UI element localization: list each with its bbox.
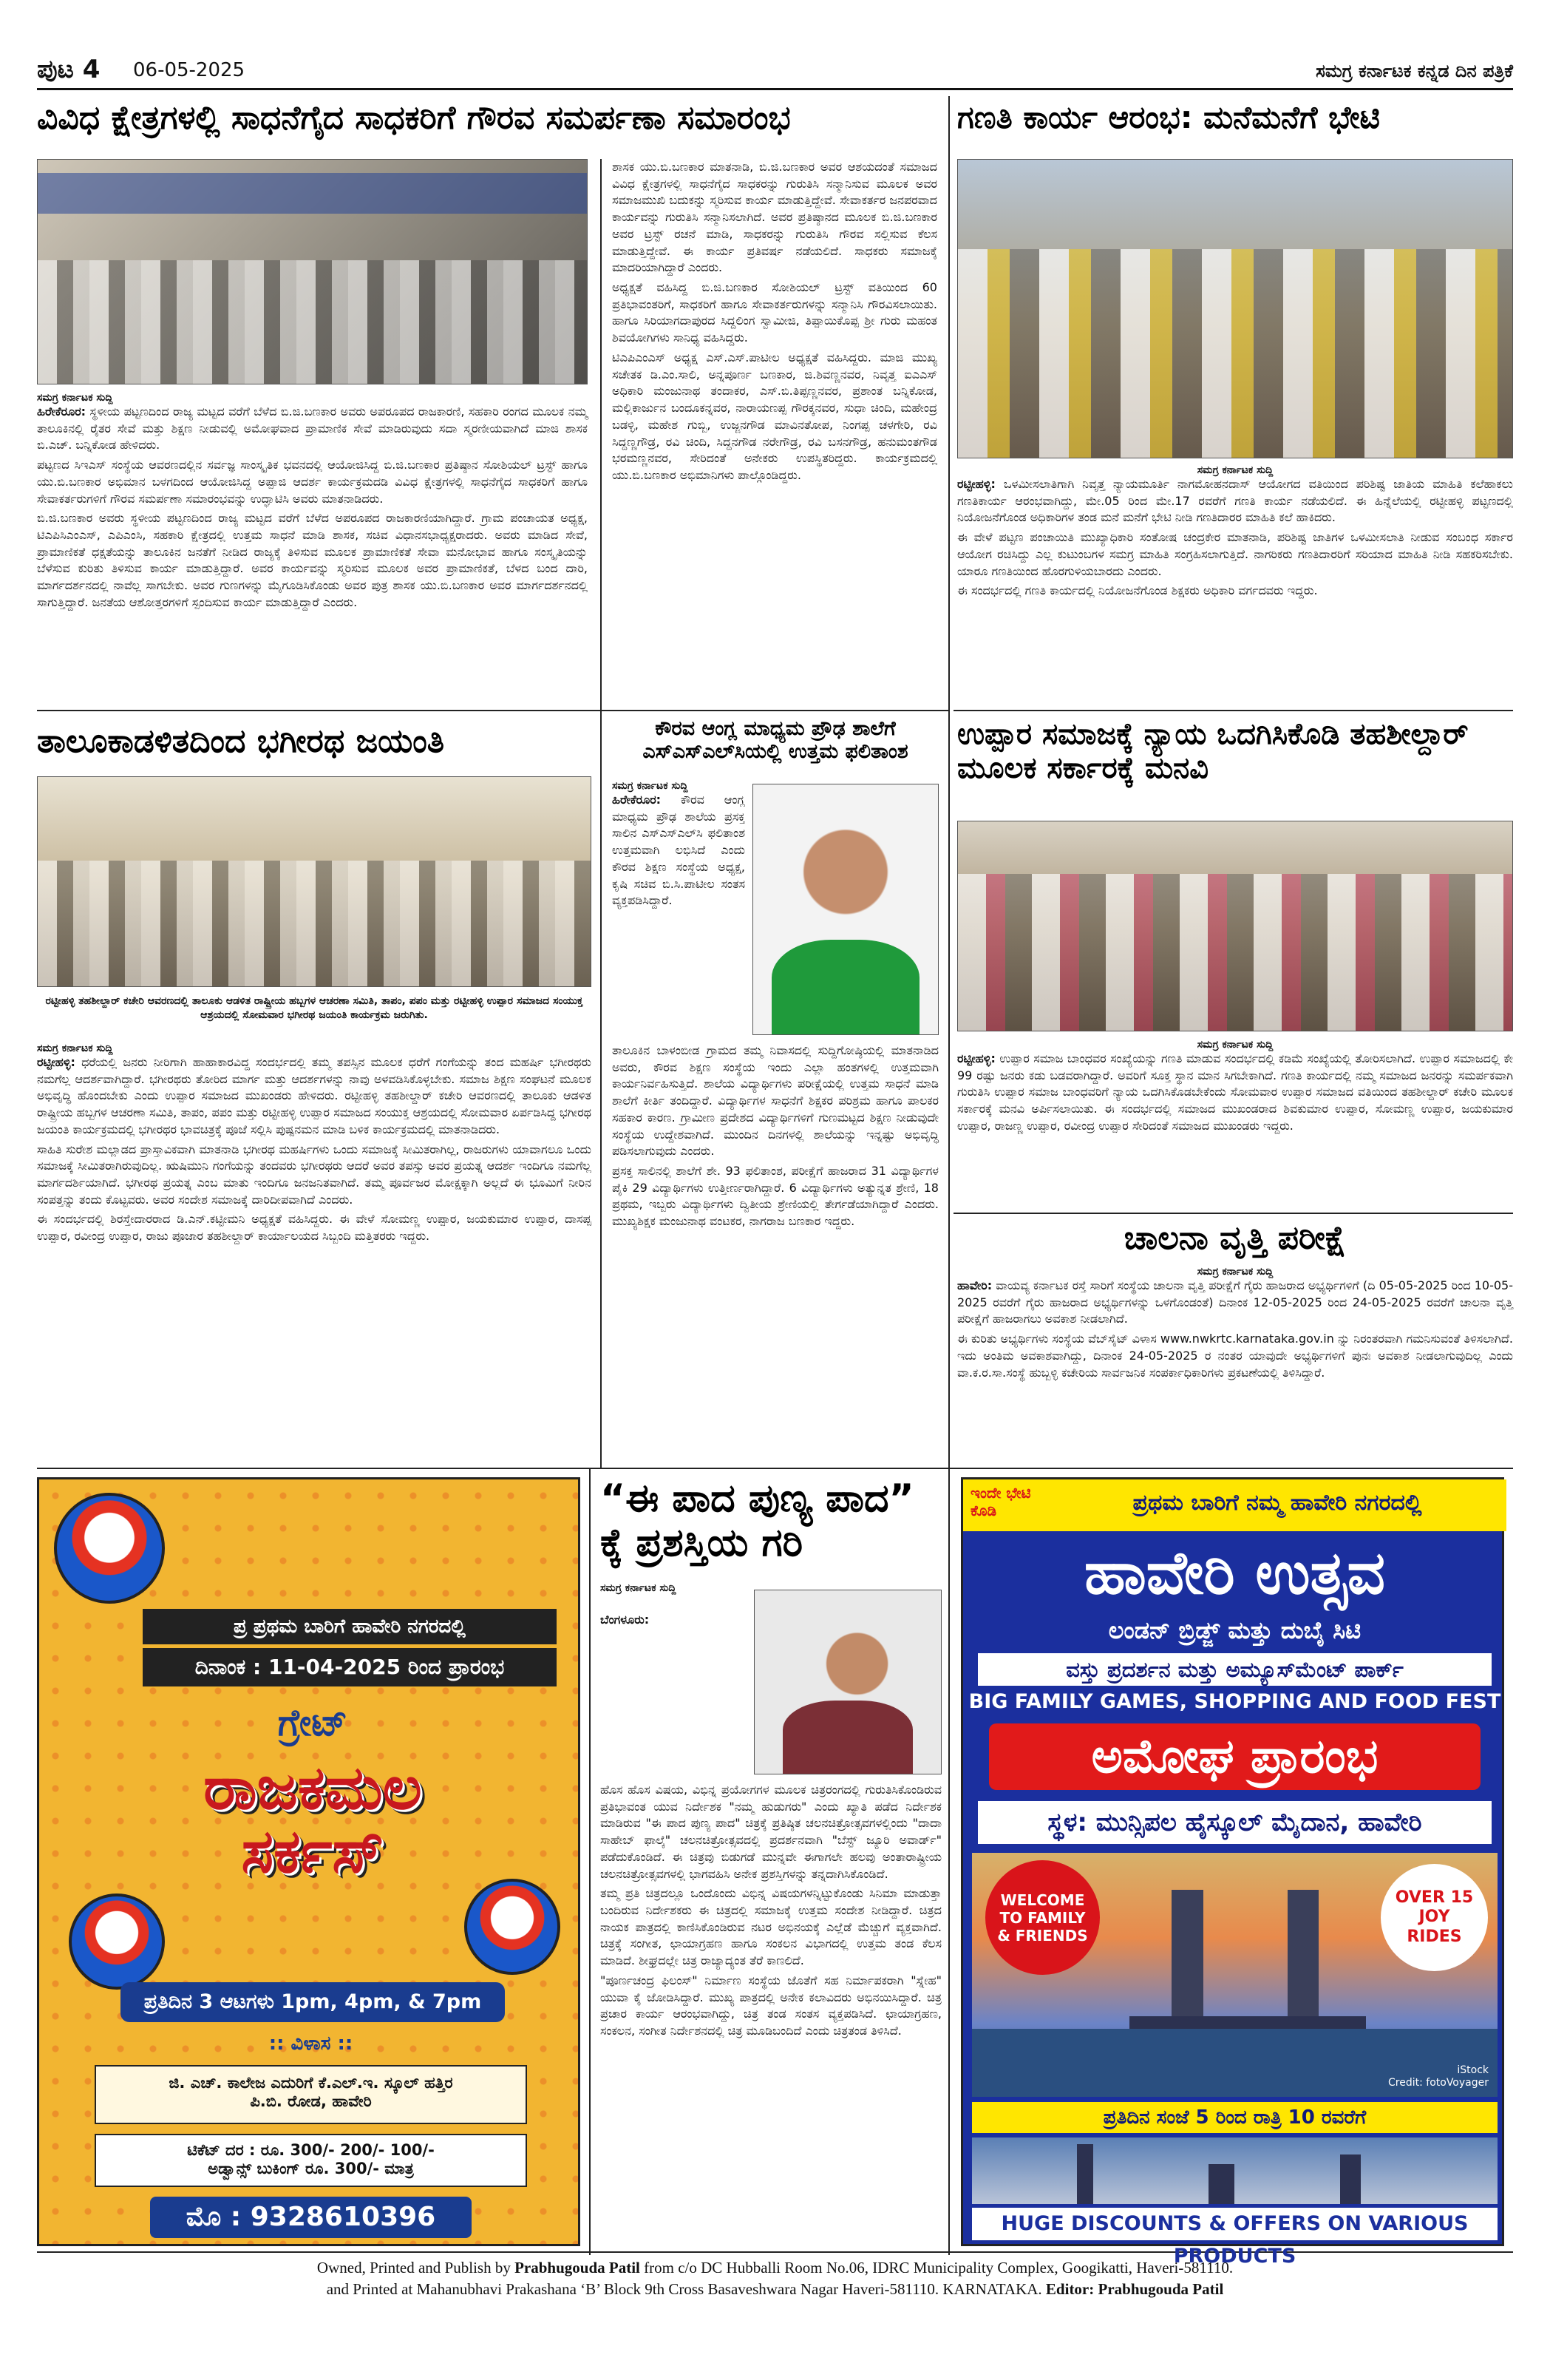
story3-p1: ಧರೆಯಲ್ಲಿ ಜನರು ನೀರಿಗಾಗಿ ಹಾಹಾಕಾರವಿದ್ದ ಸಂದರ್ಭದಲ್ಲಿ ತಮ್ಮ ತಪಸ್ಸಿನ ಮೂಲಕ ಧರೆಗೆ ಗಂಗೆಯನ್ನು ತಂದ ಮಹರ್ಷಿ ಭಗೀರಥರು ನಮಗೆಲ್ಲ ಆದರ್ಶವಾಗಿದ್ದಾರೆ. ಭಗೀರಥರು ತೋರಿದ ಮಾರ್ಗ ಮತ್ತು ಆದರ್ಶಗಳನ್ನು ನಾವು ಅಳವಡಿಸಿಕೊಳ್ಳಬೇಕು. ಸಮಾಜ ಶಿಕ್ಷಣ ಸಂಘಟನೆ ಮೂಲಕ ಅಭಿವೃದ್ಧಿ ಹೊಂದಬೇಕು ಎಂದು ಉಪ್ಪಾರ ಸಮಾಜದ ಮುಖಂಡರು ಹೇಳಿದರು. ರಟ್ಟೀಹಳ್ಳಿ ತಹಶೀಲ್ದಾರ್ ಕಚೇರಿ ಆವರಣದಲ್ಲಿ ತಾಲೂಕು ಆಡಳಿತ ರಾಷ್ಟ್ರೀಯ ಹಬ್ಬಗಳ ಆಚರಣಾ ಸಮಿತಿ, ತಾಪಂ, ಪಪಂ ಮತ್ತು ರಟ್ಟೀಹಳ್ಳಿ ಉಪ್ಪಾರ ಸಮಾಜದ ಸಂಯುಕ್ತ ಆಶ್ರಯದಲ್ಲಿ ಸೋಮವಾರ ಏರ್ಪಡಿಸಿದ್ದ ಭಗೀರಥ ಜಯಂತಿ ಕಾರ್ಯಕ್ರಮದಲ್ಲಿ ಭಗೀರಥರ ಭಾವಚಿತ್ರಕ್ಕೆ ಪೂಜೆ ಸಲ್ಲಿಸಿ ಪುಷ್ಪನಮನ ಮಾಡಿ ಬಳಿಕ ಕಾರ್ಯಕ್ರಮದಲ್ಲಿ ಮಾತನಾಡಿದರು. — [37, 1055, 591, 1136]
photo-bhagiratha-jayanti — [37, 776, 591, 987]
byline: ಸಮಗ್ರ ಕರ್ನಾಟಕ ಸುದ್ದಿ — [600, 1582, 676, 1594]
headline-driving-test: ಚಾಲನಾ ವೃತ್ತಿ ಪರೀಕ್ಷೆ — [1124, 1219, 1347, 1257]
photo-awards-ceremony — [37, 159, 588, 384]
clown-icon — [464, 1879, 560, 1975]
story2-body — [957, 464, 1513, 600]
story1-p6: ಟಿಎಪಿಎಂಎಸ್ ಅಧ್ಯಕ್ಷ ಎಸ್.ಎಸ್.ಪಾಟೀಲ ಅಧ್ಯಕ್ಷತೆ ವಹಿಸಿದ್ದರು. ಮಾಜಿ ಮುಖ್ಯ ಸಚೇತಕ ಡಿ.ಎಂ.ಸಾಲಿ, ಅನ್ನಪೂರ್ಣ ಬಣಕಾರ, ಜಿ.ಶಿವಣ್ಣನವರ, ನಿವೃತ್ತ ಐಎಎಸ್ ಅಧಿಕಾರಿ ಮಂಜುನಾಥ ತಂದಾಕರ, ಎಸ್.ಬಿ.ತಿಪ್ಪಣ್ಣನವರ, ಪ್ರಶಾಂತ ಬನ್ನಿಕೋಡ, ಮಲ್ಲಿಕಾರ್ಜುನ ಬಂದೂಕನ್ನವರ, ನಾರಾಯಣಪ್ಪ ಗೌರಕ್ಕನವರ, ಸುಧಾ ಚಿಂದಿ, ಮಹೇಂದ್ರ ಬಡಳ್ಳಿ, ಮಹೇಶ ಗುಬ್ಬಿ, ಉಜ್ಜನಗೌಡ ಮಾವಿನತೋಪ, ನಿಂಗಪ್ಪ ಚಳಗೇರಿ, ರವಿ ಸಿದ್ದಣ್ಣಗೌಡ್ರ, ರವಿ ಚಿಂದಿ, ಸಿದ್ದನಗೌಡ ನರೇಗೌಡ್ರ, ರವಿ ಬಸನಗೌಡ್ರ, ಹನುಮಂತಗೌಡ ಭರಮಣ್ಣನವರ, ಸೇರಿದಂತೆ ಅನೇಕರು ಉಪಸ್ಥಿತರಿದ್ದರು. ಕಾರ್ಯಕ್ರಮದಲ್ಲಿ ಯು.ಬಿ.ಬಣಕಾರ ಅಭಿಮಾನಿಗಳು ಪಾಲ್ಗೊಂಡಿದ್ದರು. — [612, 350, 937, 482]
byline: ಸಮಗ್ರ ಕರ್ನಾಟಕ ಸುದ್ದಿ — [37, 1042, 113, 1054]
paper-name: ಸಮಗ್ರ ಕರ್ನಾಟಕ ಕನ್ನಡ ದಿನ ಪತ್ರಿಕೆ — [1316, 61, 1513, 81]
story7-p2: ತಮ್ಮ ಪ್ರತಿ ಚಿತ್ರದಲ್ಲೂ ಒಂದೊಂದು ವಿಭಿನ್ನ ವಿಷಯಗಳನ್ನಿಟ್ಟುಕೊಂಡು ಸಿನಿಮಾ ಮಾಡುತ್ತಾ ಬಂದಿರುವ ನಿರ್ದೇಶಕರು ಈ ಚಿತ್ರದಲ್ಲಿ ಸಮಾಜಕ್ಕೆ ಉತ್ತಮ ಸಂದೇಶ ನೀಡಿದ್ದಾರೆ. ಚಿತ್ರದ ನಾಯಕ ಪಾತ್ರದಲ್ಲಿ ಕಾಣಿಸಿಕೊಂಡಿರುವ ನಟರ ಅಭಿನಯಕ್ಕೆ ಎಲ್ಲೆಡೆ ಮೆಚ್ಚುಗೆ ವ್ಯಕ್ತವಾಗಿದೆ. ಚಿತ್ರಕ್ಕೆ ಸಂಗೀತ, ಛಾಯಾಗ್ರಹಣ ಹಾಗೂ ಸಂಕಲನ ವಿಭಾಗದಲ್ಲಿ ಉತ್ತಮ ತಂಡ ಕೆಲಸ ಮಾಡಿದೆ. ಶೀಘ್ರದಲ್ಲೇ ಚಿತ್ರ ರಾಜ್ಯಾದ್ಯಂತ ತೆರೆ ಕಾಣಲಿದೆ. — [600, 1886, 942, 1968]
stock-label: iStock — [1457, 2064, 1489, 2077]
haveri-sub3: BIG FAMILY GAMES, SHOPPING AND FOOD FEST — [968, 1690, 1501, 1713]
haveri-top-line: ಪ್ರಥಮ ಬಾರಿಗೆ ನಮ್ಮ ಹಾವೇರಿ ನಗರದಲ್ಲಿ — [1132, 1490, 1422, 1516]
byline: ಸಮಗ್ರ ಕರ್ನಾಟಕ ಸುದ್ದಿ — [37, 392, 113, 404]
haveri-sub1: ಲಂಡನ್ ಬ್ರಿಡ್ಜ್ ಮತ್ತು ದುಬೈ ಸಿಟಿ — [1108, 1616, 1362, 1644]
imprint-address: from c/o DC Hubballi Room No.06, IDRC Municipality Complex, Googikatti, Haveri-581110. — [639, 2259, 1234, 2276]
circus-address — [95, 2065, 527, 2124]
page-date: 06-05-2025 — [133, 59, 245, 81]
story3-p2: ಸಾಹಿತಿ ಸುರೇಶ ಮಲ್ಲಾಡದ ಪ್ರಾಸ್ತಾವಿಕವಾಗಿ ಮಾತನಾಡಿ ಭಗೀರಥ ಮಹರ್ಷಿಗಳು ಒಂದು ಸಮಾಜಕ್ಕೆ ಸೀಮಿತರಾಗಿಲ್ಲ, ರಾಜರುಗಳು ಯಾವಾಗಲೂ ಒಂದು ಸಮಾಜಕ್ಕೆ ಸೀಮಿತರಾಗಿರುವುದಿಲ್ಲ. ಋಷಿಮುನಿ ಗಂಗೆಯನ್ನು ತಂದವರು ಭಗೀರಥರು ಆದರೆ ಅವರ ತಪಸ್ಸು ಅವರ ಪ್ರಯತ್ನ ಆದರ್ಶ ಇಂದಿಗೂ ನಮಗೆಲ್ಲ ಮಾರ್ಗದರ್ಶಿಯಾಗಿದೆ. ಭಗೀರಥ ಪ್ರಯತ್ನ ಎಂಬ ಮಾತು ಇಂದಿಗೂ ಜನಜನಿತವಾಗಿದೆ. ತಮ್ಮ ಪೂರ್ವಜರ ಮೋಕ್ಷಕ್ಕಾಗಿ ಅಲ್ಲದೆ ಈ ಭೂಮಿಗೆ ನೀರಿನ ಸಂಪತ್ತನ್ನು ತಂದು ಕೊಟ್ಟವರು. ಅವರ ಸಂದೇಶ ಸಮಾಜಕ್ಕೆ ದಾರಿದೀಪವಾಗಿದೆ ಎಂದರು. — [37, 1142, 591, 1207]
column-rule — [589, 1468, 591, 2255]
haveri-visit: ಇಂದೇ ಭೇಟಿ ಕೊಡಿ — [971, 1484, 1031, 1519]
story6-body — [957, 1266, 1513, 1381]
photo-director — [754, 1590, 942, 1774]
story4-intro — [612, 780, 745, 909]
story4-p1: ಕೌರವ ಆಂಗ್ಲ ಮಾಧ್ಯಮ ಪ್ರೌಢ ಶಾಲೆಯ ಪ್ರಸಕ್ತ ಸಾಲಿನ ಎಸ್ಎಸ್ಎಲ್‌ಸಿ ಫಲಿತಾಂಶ ಉತ್ತಮವಾಗಿ ಲಭಿಸಿದೆ ಎಂದು ಕೌರವ ಶಿಕ್ಷಣ ಸಂಸ್ಥೆಯ ಅಧ್ಯಕ್ಷ, ಕೃಷಿ ಸಚಿವ ಬಿ.ಸಿ.ಪಾಟೀಲ ಸಂತಸ ವ್ಯಕ್ತಪಡಿಸಿದ್ದಾರೆ. — [612, 793, 745, 908]
photo-bc-patil — [752, 784, 939, 1035]
circus-address2: ಪಿ.ಬಿ. ರೋಡ, ಹಾವೇರಿ — [250, 2092, 372, 2110]
story6-p1: ವಾಯವ್ಯ ಕರ್ನಾಟಕ ರಸ್ತೆ ಸಾರಿಗೆ ಸಂಸ್ಥೆಯ ಚಾಲನಾ ವೃತ್ತಿ ಪರೀಕ್ಷೆಗೆ ಗೈರು ಹಾಜರಾದ ಅಭ್ಯರ್ಥಿಗಳಿಗೆ (ದಿ 05-05-2025 ರಿಂದ 10-05-2025 ರವರೆಗೆ ಗೈರು ಹಾಜರಾದ ಅಭ್ಯರ್ಥಿಗಳನ್ನು ಒಳಗೊಂಡಂತೆ) ದಿನಾಂಕ 12-05-2025 ರಿಂದ 24-05-2025 ರವರೆಗೆ ಚಾಲನಾ ವೃತ್ತಿ ಪರೀಕ್ಷೆಗೆ ಹಾಜರಾಗಲು ಅವಕಾಶ ನೀಡಲಾಗಿದೆ. — [957, 1278, 1513, 1326]
circus-address-label: :: ವಿಳಾಸ :: — [268, 2033, 353, 2055]
circus-ticket1: ಟಿಕೆಟ್ ದರ : ರೂ. 300/- 200/- 100/- — [187, 2141, 435, 2159]
circus-ticket2: ಅಡ್ವಾನ್ಸ್ ಬುಕಿಂಗ್ ರೂ. 300/- ಮಾತ್ರ — [208, 2160, 414, 2177]
byline: ಸಮಗ್ರ ಕರ್ನಾಟಕ ಸುದ್ದಿ — [1197, 1266, 1274, 1278]
story1-p3: ಬಿ.ಜಿ.ಬಣಕಾರ ಅವರು ಸ್ಥಳೀಯ ಪಟ್ಟಣದಿಂದ ರಾಜ್ಯ ಮಟ್ಟದ ವರೆಗೆ ಬೆಳೆದ ಅಪರೂಪದ ರಾಜಕಾರಣಿಯಾಗಿದ್ದಾರೆ. ಗ್ರಾಮ ಪಂಚಾಯತ ಅಧ್ಯಕ್ಷ, ಟಿಎಪಿಸಿಎಂಎಸ್, ಎಪಿಎಂಸಿ, ಸಹಕಾರಿ ಕ್ಷೇತ್ರದಲ್ಲಿ ಉತ್ತಮ ಸಾಧನೆ ಮಾಡಿ ಶಾಸಕ, ಸಚಿವ ವಿಧಾನಸಭಾಧ್ಯಕ್ಷರಾದರು. ಅವರು ಮಾಡಿದ ಸೇವೆ, ಪ್ರಾಮಾಣಿಕತೆ ಧಕ್ಷತೆಯನ್ನು ತಾಲೂಕಿನ ಜನತೆಗೆ ನೀಡಿದ ರಾಜ್ಯಕ್ಕೆ ತಿಳಿಸುವ ಮೂಲಕ ಪ್ರಾಮಾಣಿಕತೆ ಸೇವಾ ಮನೋಭಾವ ಹಾಗೂ ಸಂಸ್ಕೃತಿಯನ್ನು ಬೆಳೆಸುವ ಕುರಿತು ತಿಳಿಸುವ ಕಾರ್ಯ ಮಾಡುತ್ತಿದ್ದಾರೆ. ಅವರ ಕಾರ್ಯವನ್ನು ಸ್ಮರಿಸುವ ಮೂಲಕ ಅವರ ಪ್ರಾಮಾಣಿಕತೆ, ಬೆಳದ ಬಂದ ದಾರಿ, ಮಾರ್ಗದರ್ಶನದಲ್ಲಿ ನಾವೆಲ್ಲ ಸಾಗಬೇಕು. ಅವರ ಗುಣಗಳನ್ನು ಮೈಗೂಡಿಸಿಕೊಂಡು ಅವರ ಪುತ್ರ ಶಾಸಕ ಯು.ಬಿ.ಬಣಕಾರ ಅವರ ಮಾರ್ಗದರ್ಶನದಲ್ಲಿ ಸಾಗುತ್ತಿದ್ದಾರೆ. ಜನತೆಯ ಆಶೋತ್ತರಗಳಿಗೆ ಸ್ಪಂದಿಸುವ ಕಾರ್ಯ ಮಾಡುತ್ತಿದ್ದಾರೆ ಎಂದರು. — [37, 511, 588, 609]
circus-line2: ದಿನಾಂಕ : 11-04-2025 ರಿಂದ ಪ್ರಾರಂಭ — [143, 1648, 557, 1686]
story2-p1: ಒಳಮೀಸಲಾತಿಗಾಗಿ ನಿವೃತ್ತ ನ್ಯಾಯಮೂರ್ತಿ ನಾಗಮೋಹನದಾಸ್ ಆಯೋಗದ ವತಿಯಿಂದ ಪರಿಶಿಷ್ಟ ಜಾತಿಯ ಮಾಹಿತಿ ಕಲೆಹಾಕಲು ಗಣತಿಕಾರ್ಯ ಆರಂಭವಾಗಿದ್ದು, ಮೇ.05 ರಿಂದ ಮೇ.17 ರವರೆಗೆ ಗಣತಿ ಕಾರ್ಯ ನಡೆಯಲಿದೆ. ಈ ಹಿನ್ನೆಲೆಯಲ್ಲಿ ರಟ್ಟೀಹಳ್ಳಿ ಪಟ್ಟಣದಲ್ಲಿ ನಿಯೋಜನೆಗೊಂಡ ಅಧಿಕಾರಿಗಳ ತಂಡ ಮನೆ ಮನೆಗೆ ಭೇಟಿ ನೀಡಿ ಗಣತಿದಾರರ ಮಾಹಿತಿ ಕಲೆ ಹಾಕಿದರು. — [957, 477, 1513, 525]
page-label: ಪುಟ 4 — [37, 55, 101, 84]
imprint-text: Owned, Printed and Publish by — [316, 2259, 515, 2276]
section-rule — [954, 710, 1513, 711]
haveri-sub2: ವಸ್ತು ಪ್ರದರ್ಶನ ಮತ್ತು ಅಮ್ಯೂಸ್‌ಮೆಂಟ್ ಪಾರ್ಕ್ — [978, 1653, 1492, 1686]
ad-rajakamala-circus — [37, 1477, 580, 2246]
column-rule — [948, 96, 950, 2255]
headline-census: ಗಣತಿ ಕಾರ್ಯ ಆರಂಭ: ಮನೆಮನೆಗೆ ಭೇಟಿ — [957, 99, 1380, 135]
story5-body — [957, 1039, 1513, 1135]
circus-line1: ಪ್ರ ಪ್ರಥಮ ಬಾರಿಗೆ ಹಾವೇರಿ ನಗರದಲ್ಲಿ — [143, 1609, 557, 1644]
circus-phone: ಮೊ : 9328610396 — [150, 2197, 472, 2238]
photo-caption: ರಟ್ಟೀಹಳ್ಳಿ ತಹಶೀಲ್ದಾರ್ ಕಚೇರಿ ಆವರಣದಲ್ಲಿ ತಾಲೂಕು ಆಡಳಿತ ರಾಷ್ಟ್ರೀಯ ಹಬ್ಬಗಳ ಆಚರಣಾ ಸಮಿತಿ, ತಾಪಂ, ಪಪಂ ಮತ್ತು ರಟ್ಟೀಹಳ್ಳಿ ಉಪ್ಪಾರ ಸಮಾಜದ ಸಂಯುಕ್ತ ಆಶ್ರಯದಲ್ಲಿ ಸೋಮವಾರ ಭಗೀರಥ ಜಯಂತಿ ಕಾರ್ಯಕ್ರಮ ಜರುಗಿತು. — [45, 995, 583, 1021]
section-rule — [37, 710, 948, 711]
story1-p4: ಶಾಸಕ ಯು.ಬಿ.ಬಣಕಾರ ಮಾತನಾಡಿ, ಬಿ.ಜಿ.ಬಣಕಾರ ಅವರ ಆಶಯದಂತೆ ಸಮಾಜದ ವಿವಿಧ ಕ್ಷೇತ್ರಗಳಲ್ಲಿ ಸಾಧನೆಗೈದ ಸಾಧಕರನ್ನು ಗುರುತಿಸಿ ಸನ್ಮಾನಿಸುವ ಮೂಲಕ ಅವರ ಸಮಾಜಮುಖಿ ಬದುಕನ್ನು ಸ್ಮರಿಸುವ ಕಾರ್ಯ ಮಾಡುತ್ತಿದ್ದೇವೆ. ಸೇವಾಕರ್ತರ ಜನಪರವಾದ ಕಾರ್ಯವನ್ನು ಗುರುತಿಸಿ ಸನ್ಮಾನಿಸಲಾಗಿದೆ. ಅವರ ಪ್ರತಿಷ್ಠಾನದ ಮೂಲಕ ಬಿ.ಜಿ.ಬಣಕಾರ ಅವರ ಟ್ರಸ್ಟ್ ರಚನೆ ಮಾಡಿ, ಸಾಧಕರನ್ನು ಗುರುತಿಸಿ ಗೌರವ ಸಲ್ಲಿಸುವ ಕೆಲಸ ಮಾಡುತ್ತಿದ್ದೇವೆ. ಈ ಕಾರ್ಯ ಪ್ರತಿವರ್ಷ ನಡೆಯಲಿದೆ. ಸಾಧಕರು ಸಮಾಜಕ್ಕೆ ಮಾದರಿಯಾಗಿದ್ದಾರೆ ಎಂದರು. — [612, 160, 937, 275]
story2-p3: ಈ ಸಂದರ್ಭದಲ್ಲಿ ಗಣತಿ ಕಾರ್ಯದಲ್ಲಿ ನಿಯೋಜನೆಗೊಂಡ ಶಿಕ್ಷಕರು ಅಧಿಕಾರಿ ವರ್ಗದವರು ಇದ್ದರು. — [957, 583, 1318, 598]
headline-kaurava-school: ಕೌರವ ಆಂಗ್ಲ ಮಾಧ್ಯಮ ಪ್ರೌಢ ಶಾಲೆಗೆ ಎಸ್‌ಎಸ್‌ಎಲ್‌ಸಿಯಲ್ಲಿ ಉತ್ತಮ ಫಲಿತಾಂಶ — [642, 717, 908, 764]
circus-great: ಗ್ರೇಟ್ — [277, 1701, 348, 1744]
headline-ee-pada-punya-pada: “ಈ ಪಾದ ಪುಣ್ಯ ಪಾದ” ಕ್ಕೆ ಪ್ರಶಸ್ತಿಯ ಗರಿ — [600, 1477, 914, 1565]
stock-credit-text: Credit: fotoVoyager — [1388, 2077, 1489, 2089]
story7-p3: "ಪೂರ್ಣಚಂದ್ರ ಫಿಲಂಸ್" ನಿರ್ಮಾಣ ಸಂಸ್ಥೆಯ ಜೊತೆಗೆ ಸಹ ನಿರ್ಮಾಪಕರಾಗಿ "ಸ್ನೇಹ" ಯುವಾ ಕೈ ಜೋಡಿಸಿದ್ದಾರೆ. ಮುಖ್ಯ ಪಾತ್ರದಲ್ಲಿ ಅನೇಕ ಕಲಾವಿದರು ಅಭಿನಯಿಸಿದ್ದಾರೆ. ಚಿತ್ರ ಪ್ರಚಾರ ಕಾರ್ಯ ಆರಂಭವಾಗಿದ್ದು, ಚಿತ್ರ ತಂಡ ಸಂತಸ ವ್ಯಕ್ತಪಡಿಸಿದೆ. ಛಾಯಾಗ್ರಹಣ, ಸಂಕಲನ, ಸಂಗೀತ ನಿರ್ದೇಶನದಲ್ಲಿ ಚಿತ್ರ ಮೂಡಿಬಂದಿದೆ ಎಂದು ಚಿತ್ರತಂಡ ತಿಳಿಸಿದೆ. — [600, 1973, 942, 2038]
circus-tickets — [95, 2134, 527, 2187]
haveri-top-bar — [963, 1479, 1506, 1531]
story1-p2: ಪಟ್ಟಣದ ಸಿಇಎಸ್ ಸಂಸ್ಥೆಯ ಆವರಣದಲ್ಲಿನ ಸರ್ವಜ್ಞ ಸಾಂಸ್ಕೃತಿಕ ಭವನದಲ್ಲಿ ಆಯೋಜಿಸಿದ್ದ ಬಿ.ಜಿ.ಬಣಕಾರ ಪ್ರತಿಷ್ಠಾನ ಸೋಶಿಯಲ್ ಟ್ರಸ್ಟ್ ಹಾಗೂ ಯು.ಬಿ.ಬಣಕಾರ ಅಭಿಮಾನ ಬಳಗದಿಂದ ಆಯೋಜಿಸಿದ್ದ ಅಪ್ಪಾಜಿ ಆದರ್ಶ ಕಾರ್ಯಕ್ರಮದಡಿ ವಿವಿಧ ಕ್ಷೇತ್ರಗಳಲ್ಲಿ ಸಾಧನೆಗೈದ ಸಾಧಕರಿಗೆ ಹಾಗೂ ಸೇವಾಕರ್ತರುಗಳಿಗೆ ಗೌರವ ಸಮರ್ಪಣಾ ಸಮಾರಂಭವನ್ನು ಉದ್ಘಾಟಿಸಿ ಅವರು ಮಾತನಾಡಿದರು. — [37, 458, 588, 506]
editor-name: Editor: Prabhugouda Patil — [1045, 2280, 1224, 2299]
circus-shows: ಪ್ರತಿದಿನ 3 ಆಟಗಳು 1pm, 4pm, & 7pm — [120, 1982, 505, 2022]
dateline: ಬೆಂಗಳೂರು: — [600, 1613, 650, 1627]
column-rule — [600, 159, 602, 1468]
story5-p1: ಉಪ್ಪಾರ ಸಮಾಜ ಬಾಂಧವರ ಸಂಖ್ಯೆಯನ್ನು ಗಣತಿ ಮಾಡುವ ಸಂದರ್ಭದಲ್ಲಿ ಕಡಿಮೆ ಸಂಖ್ಯೆಯಲ್ಲಿ ತೋರಿಸಲಾಗಿದೆ. ಉಪ್ಪಾರ ಸಮಾಜದಲ್ಲಿ ಕೇ 99 ರಷ್ಟು ಜನರು ಕಡು ಬಡವರಾಗಿದ್ದಾರೆ. ಅವರಿಗೆ ಸೂಕ್ತ ಸ್ಥಾನ ಮಾನ ಸಿಗಬೇಕಾಗಿದೆ. ಗಣತಿ ಕಾರ್ಯದಲ್ಲಿ ನಮ್ಮ ಸಮಾಜದ ಜನರನ್ನು ಸಮರ್ಪಕವಾಗಿ ಗುರುತಿಸಿ ಉಪ್ಪಾರ ಸಮಾಜ ಬಾಂಧವರಿಗೆ ನ್ಯಾಯ ಒದಗಿಸಿಕೊಡಬೇಕೆಂದು ಸೋಮವಾರ ಉಪ್ಪಾರ ಸಮಾಜದ ವತಿಯಿಂದ ತಹಶೀಲ್ದಾರ್ ಕಚೇರಿ ಮೂಲಕ ಸರ್ಕಾರಕ್ಕೆ ಮನವಿ ಅರ್ಪಿಸಲಾಯಿತು. ಈ ಸಂದರ್ಭದಲ್ಲಿ ಸಮಾಜದ ಮುಖಂಡರಾದ ಶಿವಕುಮಾರ ಉಪ್ಪಾರ, ಸೋಮಣ್ಣ ಉಪ್ಪಾರ, ಜಯಕುಮಾರ ಉಪ್ಪಾರ, ರಾಜಣ್ಣ ಉಪ್ಪಾರ, ರವೀಂದ್ರ ಉಪ್ಪಾರ ಸೇರಿದಂತೆ ಸಮಾಜದ ಮುಖಂಡರು ಇದ್ದರು. — [957, 1051, 1513, 1133]
circus-address1: ಜಿ. ಎಚ್. ಕಾಲೇಜ ಎದುರಿಗೆ ಕೆ.ಎಲ್.ಇ. ಸ್ಕೂಲ್ ಹತ್ತಿರ — [169, 2074, 453, 2092]
story4-p2: ತಾಲೂಕಿನ ಬಾಳಂಬೀಡ ಗ್ರಾಮದ ತಮ್ಮ ನಿವಾಸದಲ್ಲಿ ಸುದ್ದಿಗೋಷ್ಠಿಯಲ್ಲಿ ಮಾತನಾಡಿದ ಅವರು, ಕೌರವ ಶಿಕ್ಷಣ ಸಂಸ್ಥೆಯ ಇಂದು ಎಲ್ಲಾ ಹಂತಗಳಲ್ಲಿ ಉತ್ತಮವಾಗಿ ಕಾರ್ಯನಿರ್ವಹಿಸುತ್ತಿದೆ. ಶಾಲೆಯ ವಿದ್ಯಾರ್ಥಿಗಳು ಪರೀಕ್ಷೆಯಲ್ಲಿ ಉತ್ತಮ ಸಾಧನೆ ಮಾಡಿ ಶಾಲೆಗೆ ಕೀರ್ತಿ ತಂದಿದ್ದಾರೆ. ವಿದ್ಯಾರ್ಥಿಗಳ ಸಾಧನೆಗೆ ಶಿಕ್ಷಕರ ಪರಿಶ್ರಮ ಹಾಗೂ ಪಾಲಕರ ಸಹಕಾರ ಕಾರಣ. ಗ್ರಾಮೀಣ ಪ್ರದೇಶದ ವಿದ್ಯಾರ್ಥಿಗಳಿಗೆ ಗುಣಮಟ್ಟದ ಶಿಕ್ಷಣ ನೀಡುವುದೇ ಸಂಸ್ಥೆಯ ಉದ್ದೇಶವಾಗಿದೆ. ಮುಂದಿನ ದಿನಗಳಲ್ಲಿ ಶಾಲೆಯನ್ನು ಇನ್ನಷ್ಟು ಅಭಿವೃದ್ಧಿ ಪಡಿಸಲಾಗುವುದು ಎಂದರು. — [612, 1043, 939, 1159]
dateline: ಹಾವೇರಿ: — [957, 1278, 993, 1292]
dateline: ರಟ್ಟೀಹಳ್ಳಿ: — [957, 477, 996, 491]
headline-bhagiratha-jayanti: ತಾಲೂಕಾಡಳಿತದಿಂದ ಭಗೀರಥ ಜಯಂತಿ — [37, 722, 445, 760]
imprint-line2 — [37, 2279, 1513, 2300]
story7-intro — [600, 1582, 748, 1594]
byline: ಸಮಗ್ರ ಕರ್ನಾಟಕ ಸುದ್ದಿ — [1197, 1039, 1274, 1051]
story1-p1: ಸ್ಥಳೀಯ ಪಟ್ಟಣದಿಂದ ರಾಜ್ಯ ಮಟ್ಟದ ವರೆಗೆ ಬೆಳೆದ ಬಿ.ಜಿ.ಬಣಕಾರ ಅವರು ಅಪರೂಪದ ರಾಜಕಾರಣಿ, ಸಹಕಾರಿ ರಂಗದ ಮೂಲಕ ನಮ್ಮ ತಾಲೂಕಿನಲ್ಲಿ ರೈತರ ಸೇವೆ ಮತ್ತು ಶಿಕ್ಷಣ ನೀಡುವಲ್ಲಿ ಅಮೋಘವಾದ ಪ್ರಾಮಾಣಿಕ ಸೇವೆ ಮಾಡಿರುವುದು ಸದಾ ಸ್ಮರಣೀಯವಾಗಿದೆ ಮಾಜಿ ಶಾಸಕ ಬಿ.ಎಚ್. ಬನ್ನಿಕೋಡ ಹೇಳಿದರು. — [37, 404, 588, 452]
haveri-start: ಅಮೋಘ ಪ್ರಾರಂಭ — [989, 1723, 1481, 1790]
headline-awards-ceremony: ವಿವಿಧ ಕ್ಷೇತ್ರಗಳಲ್ಲಿ ಸಾಧನೆಗೈದ ಸಾಧಕರಿಗೆ ಗೌರವ ಸಮರ್ಪಣಾ ಸಮಾರಂಭ — [37, 99, 791, 137]
story1-p5: ಅಧ್ಯಕ್ಷತೆ ವಹಿಸಿದ್ದ ಬಿ.ಜಿ.ಬಣಕಾರ ಸೋಶಿಯಲ್ ಟ್ರಸ್ಟ್ ವತಿಯಿಂದ 60 ಪ್ರತಿಭಾವಂತರಿಗೆ, ಸಾಧಕರಿಗೆ ಹಾಗೂ ಸೇವಾಕರ್ತರುಗಳನ್ನು ಸನ್ಮಾನಿಸಿ ಗೌರವಿಸಲಾಯಿತು. ಹಾಗೂ ಸಿರಿಯಾಗದಾಪುರದ ಸಿದ್ದಲಿಂಗ ಸ್ವಾಮೀಜಿ, ತಿಪ್ಪಾಯಿಕೊಪ್ಪ ಶ್ರೀ ಗುರು ಮಹಂತ ಶಿವಯೋಗಿಗಳು ಸಾನಿಧ್ಯ ವಹಿಸಿದ್ದರು. — [612, 280, 937, 345]
story1-col1 — [37, 392, 588, 611]
section-rule — [954, 1213, 1513, 1214]
ad-haveri-utsav — [961, 1477, 1504, 2268]
haveri-discounts: HUGE DISCOUNTS & OFFERS ON VARIOUS PRODUCTS — [972, 2208, 1498, 2240]
dateline: ಹಿರೇಕೆರೂರ: — [37, 404, 86, 418]
byline: ಸಮಗ್ರ ಕರ್ನಾಟಕ ಸುದ್ದಿ — [1197, 464, 1274, 476]
imprint-press: and Printed at Mahanubhavi Prakashana ‘B’ Block 9th Cross Basaveshwara Nagar Haveri-581110. KARNATAKA. — [326, 2280, 1046, 2299]
haveri-title: ಹಾವೇರಿ ಉತ್ಸವ — [1084, 1539, 1385, 1607]
byline: ಸಮಗ್ರ ಕರ್ನಾಟಕ ಸುದ್ದಿ — [612, 780, 688, 792]
story4-p3: ಪ್ರಸಕ್ತ ಸಾಲಿನಲ್ಲಿ ಶಾಲೆಗೆ ಶೇ. 93 ಫಲಿತಾಂಶ, ಪರೀಕ್ಷೆಗೆ ಹಾಜರಾದ 31 ವಿದ್ಯಾರ್ಥಿಗಳ ಪೈಕಿ 29 ವಿದ್ಯಾರ್ಥಿಗಳು ಉತ್ತೀರ್ಣರಾಗಿದ್ದಾರೆ. 6 ವಿದ್ಯಾರ್ಥಿಗಳು ಅತ್ಯುನ್ನತ ಶ್ರೇಣಿ, 18 ಪ್ರಥಮ, ಇಬ್ಬರು ವಿದ್ಯಾರ್ಥಿಗಳು ದ್ವಿತೀಯ ಶ್ರೇಣಿಯಲ್ಲಿ ತೇರ್ಗಡೆಯಾಗಿದ್ದಾರೆ ಎಂದರು. ಮುಖ್ಯಶಿಕ್ಷಕ ಮಂಜುನಾಥ ವಂಟಕರ, ನಾಗರಾಜ ಬಣಕಾರ ಇದ್ದರು. — [612, 1164, 939, 1229]
dateline: ರಟ್ಟೀಹಳ್ಳಿ: — [37, 1055, 75, 1069]
haveri-venue: ಸ್ಥಳ: ಮುನ್ಸಿಪಲ ಹೈಸ್ಕೂಲ್ ಮೈದಾನ, ಹಾವೇರಿ — [978, 1801, 1492, 1844]
haveri-dubai-skyline — [972, 2137, 1498, 2204]
clown-icon — [69, 1894, 165, 1990]
bridge-tower-icon — [1288, 1890, 1319, 2024]
masthead — [37, 52, 1513, 90]
story4-body — [612, 1042, 939, 1230]
photo-uppara-memorandum — [957, 821, 1513, 1031]
publisher-name: Prabhugouda Patil — [514, 2259, 640, 2276]
story3-p3: ಈ ಸಂದರ್ಭದಲ್ಲಿ ಶಿರಸ್ತೇದಾರರಾದ ಡಿ.ಎನ್.ಕಟ್ಟೀಮನಿ ಅಧ್ಯಕ್ಷತೆ ವಹಿಸಿದ್ದರು. ಈ ವೇಳೆ ಸೋಮಣ್ಣ ಉಪ್ಪಾರ, ಜಯಕುಮಾರ ಉಪ್ಪಾರ, ದಾಸಪ್ಪ ಉಪ್ಪಾರ, ರವೀಂದ್ರ ಉಪ್ಪಾರ, ರಾಜು ಪೂಜಾರ ತಹಶೀಲ್ದಾರ್ ಕಾರ್ಯಾಲಯದ ಸಿಬ್ಬಂದಿ ಮತ್ತಿತರರು ಇದ್ದರು. — [37, 1212, 591, 1244]
circus-title: ರಾಜಕಮಲ ಸರ್ಕಸ್ — [203, 1753, 422, 1888]
headline-uppara-samaja: ಉಪ್ಪಾರ ಸಮಾಜಕ್ಕೆ ನ್ಯಾಯ ಒದಗಿಸಿಕೊಡಿ ತಹಶೀಲ್ದಾರ್ ಮೂಲಕ ಸರ್ಕಾರಕ್ಕೆ ಮನವಿ — [957, 717, 1469, 785]
dateline: ರಟ್ಟೀಹಳ್ಳಿ: — [957, 1051, 996, 1065]
bridge-tower-icon — [1172, 1890, 1203, 2024]
photo-census-team — [957, 159, 1513, 458]
stock-credit — [1388, 2064, 1489, 2089]
story7-p1: ಹೊಸ ಹೊಸ ವಿಷಯ, ವಿಭಿನ್ನ ಪ್ರಯೋಗಗಳ ಮೂಲಕ ಚಿತ್ರರಂಗದಲ್ಲಿ ಗುರುತಿಸಿಕೊಂಡಿರುವ ಪ್ರತಿಭಾವಂತ ಯುವ ನಿರ್ದೇಶಕ "ನಮ್ಮ ಹುಡುಗರು" ಎಂದು ಖ್ಯಾತಿ ಪಡೆದ ನಿರ್ದೇಶಕ ಮಾಡಿರುವ "ಈ ಪಾದ ಪುಣ್ಯ ಪಾದ" ಚಿತ್ರಕ್ಕೆ ಪ್ರತಿಷ್ಠಿತ ಚಲನಚಿತ್ರೋತ್ಸವಗಳಲ್ಲಿಂದು "ದಾದಾ ಸಾಹೇಬ್ ಫಾಲ್ಕೆ" ಚಲನಚಿತ್ರೋತ್ಸವದಲ್ಲಿ ಪ್ರದರ್ಶನವಾಗಿ "ಬೆಸ್ಟ್ ಜ್ಯೂರಿ ಅವಾರ್ಡ್" ಪಡೆದುಕೊಂಡಿದೆ. ಈ ಚಿತ್ರವು ಬಿಡುಗಡೆ ಮುನ್ನವೇ ಈಗಾಗಲೇ ಹಲವು ಅಂತಾರಾಷ್ಟ್ರೀಯ ಚಲನಚಿತ್ರೋತ್ಸವಗಳಲ್ಲಿ ಭಾಗವಹಿಸಿ ಅನೇಕ ಪ್ರಶಸ್ತಿಗಳನ್ನು ತನ್ನದಾಗಿಸಿಕೊಂಡಿದೆ. — [600, 1783, 942, 1881]
haveri-welcome-badge: WELCOME TO FAMILY & FRIENDS — [985, 1860, 1100, 1975]
imprint-footer — [37, 2257, 1513, 2301]
story7-col-left — [600, 1597, 749, 1629]
imprint-line1 — [37, 2257, 1513, 2279]
story6-p2: ಈ ಕುರಿತು ಅಭ್ಯರ್ಥಿಗಳು ಸಂಸ್ಥೆಯ ವೆಬ್‌ಸೈಟ್ ವಿಳಾಸ www.nwkrtc.karnataka.gov.in ನ್ನು ನಿರಂತರವಾಗಿ ಗಮನಿಸುವಂತೆ ತಿಳಿಸಲಾಗಿದೆ. ಇದು ಅಂತಿಮ ಅವಕಾಶವಾಗಿದ್ದು, ದಿನಾಂಕ 24-05-2025 ರ ನಂತರ ಯಾವುದೇ ಅಭ್ಯರ್ಥಿಗಳಿಗೆ ಪುನಃ ಅವಕಾಶ ನೀಡಲಾಗುವುದಿಲ್ಲ ಎಂದು ವಾ.ಕ.ರ.ಸಾ.ಸಂಸ್ಥೆ ಹುಬ್ಬಳ್ಳಿ ಕಚೇರಿಯ ಸಾರ್ವಜನಿಕ ಸಂಪರ್ಕಾಧಿಕಾರಿಗಳು ಪ್ರಕಟಣೆಯಲ್ಲಿ ತಿಳಿಸಿದ್ದಾರೆ. — [957, 1332, 1513, 1380]
haveri-timing: ಪ್ರತಿದಿನ ಸಂಜೆ 5 ರಿಂದ ರಾತ್ರಿ 10 ರವರೆಗೆ — [972, 2102, 1498, 2133]
haveri-rides-badge: OVER 15 JOY RIDES — [1381, 1864, 1488, 1971]
dateline: ಹಿರೇಕೆರೂರ: — [612, 793, 662, 807]
story1-col2 — [612, 159, 937, 484]
story7-body — [600, 1782, 942, 2040]
clown-icon — [54, 1493, 165, 1604]
story2-p2: ಈ ವೇಳೆ ಪಟ್ಟಣ ಪಂಚಾಯಿತಿ ಮುಖ್ಯಾಧಿಕಾರಿ ಸಂತೋಷ ಚಂದ್ರಕೇರ ಮಾತನಾಡಿ, ಪರಿಶಿಷ್ಟ ಜಾತಿಗಳ ಒಳಮೀಸಲಾತಿ ನೀಡುವ ಸಂಬಂಧ ಸರ್ಕಾರ ಆಯೋಗ ರಚಿಸಿದ್ದು ಎಲ್ಲ ಕುಟುಂಬಗಳ ಸಮಗ್ರ ಮಾಹಿತಿ ಸಂಗ್ರಹಿಸಲಾಗುತ್ತಿದೆ. ನಾಗರಿಕರು ಗಣತಿದಾರರಿಗೆ ಸರಿಯಾದ ಮಾಹಿತಿ ನೀಡಿ ಸಹಕರಿಸಬೇಕು. ಯಾರೂ ಗಣತಿಯಿಂದ ಹೊರಗುಳಿಯಬಾರದು ಎಂದರು. — [957, 530, 1513, 578]
story3-body — [37, 1042, 591, 1245]
section-rule — [37, 1468, 1513, 1469]
